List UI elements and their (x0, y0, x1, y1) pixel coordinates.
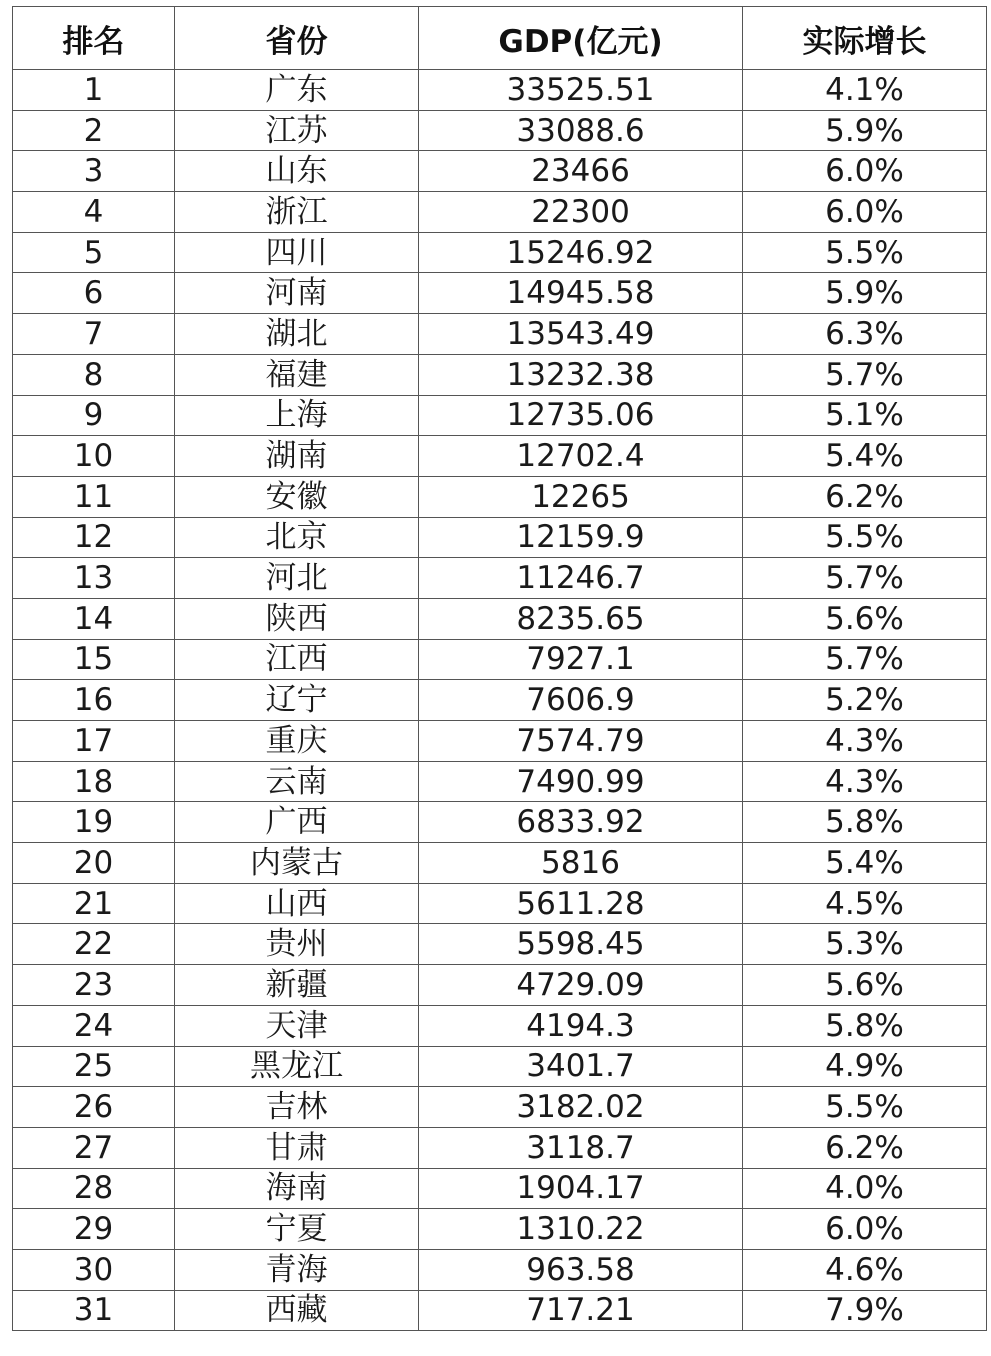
table-row (13, 1249, 987, 1290)
rank-cell: 16 (13, 680, 175, 721)
rank-cell: 22 (13, 924, 175, 965)
table-row (13, 151, 987, 192)
table-row (13, 110, 987, 151)
header-province: 省份 (175, 7, 419, 70)
gdp-cell: 1904.17 (419, 1168, 743, 1209)
province-cell: 北京 (175, 517, 419, 558)
table-row (13, 273, 987, 314)
table-body (13, 70, 987, 1331)
growth-cell: 4.3% (743, 761, 987, 802)
province-cell: 吉林 (175, 1087, 419, 1128)
growth-cell: 5.1% (743, 395, 987, 436)
growth-cell: 6.2% (743, 1127, 987, 1168)
rank-cell: 28 (13, 1168, 175, 1209)
gdp-cell: 963.58 (419, 1249, 743, 1290)
gdp-cell: 3118.7 (419, 1127, 743, 1168)
province-cell: 天津 (175, 1005, 419, 1046)
rank-cell: 12 (13, 517, 175, 558)
province-cell: 上海 (175, 395, 419, 436)
province-cell: 内蒙古 (175, 843, 419, 884)
header-gdp: GDP(亿元) (419, 7, 743, 70)
growth-cell: 5.4% (743, 843, 987, 884)
growth-cell: 5.8% (743, 1005, 987, 1046)
province-cell: 江西 (175, 639, 419, 680)
gdp-cell: 22300 (419, 192, 743, 233)
table-row (13, 802, 987, 843)
table-row (13, 1005, 987, 1046)
province-cell: 四川 (175, 232, 419, 273)
table-row (13, 1209, 987, 1250)
growth-cell: 4.6% (743, 1249, 987, 1290)
growth-cell: 5.5% (743, 517, 987, 558)
rank-cell: 27 (13, 1127, 175, 1168)
gdp-cell: 11246.7 (419, 558, 743, 599)
province-cell: 福建 (175, 354, 419, 395)
province-cell: 黑龙江 (175, 1046, 419, 1087)
growth-cell: 4.5% (743, 883, 987, 924)
province-cell: 辽宁 (175, 680, 419, 721)
table-row (13, 1127, 987, 1168)
gdp-cell: 7927.1 (419, 639, 743, 680)
table-row (13, 1168, 987, 1209)
rank-cell: 18 (13, 761, 175, 802)
gdp-cell: 4194.3 (419, 1005, 743, 1046)
rank-cell: 9 (13, 395, 175, 436)
table-row (13, 517, 987, 558)
table-row (13, 924, 987, 965)
rank-cell: 29 (13, 1209, 175, 1250)
province-cell: 山东 (175, 151, 419, 192)
province-cell: 广西 (175, 802, 419, 843)
rank-cell: 4 (13, 192, 175, 233)
growth-cell: 6.0% (743, 192, 987, 233)
gdp-cell: 33088.6 (419, 110, 743, 151)
growth-cell: 5.3% (743, 924, 987, 965)
gdp-cell: 12159.9 (419, 517, 743, 558)
growth-cell: 6.2% (743, 476, 987, 517)
province-cell: 河南 (175, 273, 419, 314)
gdp-cell: 6833.92 (419, 802, 743, 843)
table-row (13, 436, 987, 477)
province-cell: 浙江 (175, 192, 419, 233)
rank-cell: 13 (13, 558, 175, 599)
table-row (13, 721, 987, 762)
header-growth: 实际增长 (743, 7, 987, 70)
rank-cell: 26 (13, 1087, 175, 1128)
table-row (13, 232, 987, 273)
gdp-cell: 7574.79 (419, 721, 743, 762)
province-cell: 西藏 (175, 1290, 419, 1331)
province-cell: 海南 (175, 1168, 419, 1209)
gdp-cell: 7490.99 (419, 761, 743, 802)
growth-cell: 5.9% (743, 110, 987, 151)
growth-cell: 5.7% (743, 354, 987, 395)
growth-cell: 5.6% (743, 965, 987, 1006)
rank-cell: 21 (13, 883, 175, 924)
province-cell: 安徽 (175, 476, 419, 517)
growth-cell: 6.3% (743, 314, 987, 355)
province-cell: 贵州 (175, 924, 419, 965)
gdp-cell: 23466 (419, 151, 743, 192)
rank-cell: 7 (13, 314, 175, 355)
province-cell: 新疆 (175, 965, 419, 1006)
growth-cell: 6.0% (743, 1209, 987, 1250)
growth-cell: 5.5% (743, 1087, 987, 1128)
gdp-cell: 33525.51 (419, 70, 743, 111)
province-cell: 甘肃 (175, 1127, 419, 1168)
gdp-cell: 8235.65 (419, 598, 743, 639)
table-header (13, 7, 987, 70)
rank-cell: 6 (13, 273, 175, 314)
growth-cell: 7.9% (743, 1290, 987, 1331)
growth-cell: 5.8% (743, 802, 987, 843)
gdp-cell: 5598.45 (419, 924, 743, 965)
table-row (13, 680, 987, 721)
gdp-cell: 12735.06 (419, 395, 743, 436)
growth-cell: 4.1% (743, 70, 987, 111)
rank-cell: 24 (13, 1005, 175, 1046)
rank-cell: 1 (13, 70, 175, 111)
table-row (13, 883, 987, 924)
gdp-cell: 3401.7 (419, 1046, 743, 1087)
rank-cell: 8 (13, 354, 175, 395)
province-cell: 湖北 (175, 314, 419, 355)
gdp-cell: 1310.22 (419, 1209, 743, 1250)
province-cell: 山西 (175, 883, 419, 924)
gdp-cell: 5816 (419, 843, 743, 884)
rank-cell: 10 (13, 436, 175, 477)
growth-cell: 4.9% (743, 1046, 987, 1087)
province-cell: 湖南 (175, 436, 419, 477)
gdp-cell: 5611.28 (419, 883, 743, 924)
rank-cell: 2 (13, 110, 175, 151)
gdp-cell: 7606.9 (419, 680, 743, 721)
table-row (13, 1087, 987, 1128)
rank-cell: 23 (13, 965, 175, 1006)
gdp-cell: 14945.58 (419, 273, 743, 314)
rank-cell: 19 (13, 802, 175, 843)
rank-cell: 25 (13, 1046, 175, 1087)
province-cell: 云南 (175, 761, 419, 802)
growth-cell: 6.0% (743, 151, 987, 192)
province-cell: 江苏 (175, 110, 419, 151)
province-cell: 陕西 (175, 598, 419, 639)
growth-cell: 5.7% (743, 558, 987, 599)
gdp-cell: 4729.09 (419, 965, 743, 1006)
province-cell: 宁夏 (175, 1209, 419, 1250)
gdp-cell: 3182.02 (419, 1087, 743, 1128)
table-row (13, 598, 987, 639)
growth-cell: 5.4% (743, 436, 987, 477)
gdp-cell: 13543.49 (419, 314, 743, 355)
growth-cell: 5.5% (743, 232, 987, 273)
province-cell: 青海 (175, 1249, 419, 1290)
table-row (13, 70, 987, 111)
gdp-table (12, 6, 987, 1331)
gdp-cell: 13232.38 (419, 354, 743, 395)
rank-cell: 3 (13, 151, 175, 192)
table-row (13, 314, 987, 355)
table-row (13, 558, 987, 599)
province-cell: 重庆 (175, 721, 419, 762)
rank-cell: 5 (13, 232, 175, 273)
table-row (13, 965, 987, 1006)
table-row (13, 843, 987, 884)
growth-cell: 4.0% (743, 1168, 987, 1209)
rank-cell: 17 (13, 721, 175, 762)
growth-cell: 5.6% (743, 598, 987, 639)
table-row (13, 1290, 987, 1331)
table-row (13, 395, 987, 436)
table-row (13, 354, 987, 395)
growth-cell: 5.2% (743, 680, 987, 721)
table-row (13, 476, 987, 517)
rank-cell: 15 (13, 639, 175, 680)
gdp-cell: 12702.4 (419, 436, 743, 477)
gdp-cell: 717.21 (419, 1290, 743, 1331)
rank-cell: 20 (13, 843, 175, 884)
growth-cell: 5.9% (743, 273, 987, 314)
province-cell: 河北 (175, 558, 419, 599)
table-row (13, 1046, 987, 1087)
rank-cell: 14 (13, 598, 175, 639)
gdp-cell: 12265 (419, 476, 743, 517)
rank-cell: 30 (13, 1249, 175, 1290)
province-cell: 广东 (175, 70, 419, 111)
gdp-table-container (12, 6, 986, 1331)
growth-cell: 4.3% (743, 721, 987, 762)
rank-cell: 31 (13, 1290, 175, 1331)
header-rank: 排名 (13, 7, 175, 70)
header-row (13, 7, 987, 70)
table-row (13, 761, 987, 802)
rank-cell: 11 (13, 476, 175, 517)
growth-cell: 5.7% (743, 639, 987, 680)
table-row (13, 192, 987, 233)
gdp-cell: 15246.92 (419, 232, 743, 273)
table-row (13, 639, 987, 680)
